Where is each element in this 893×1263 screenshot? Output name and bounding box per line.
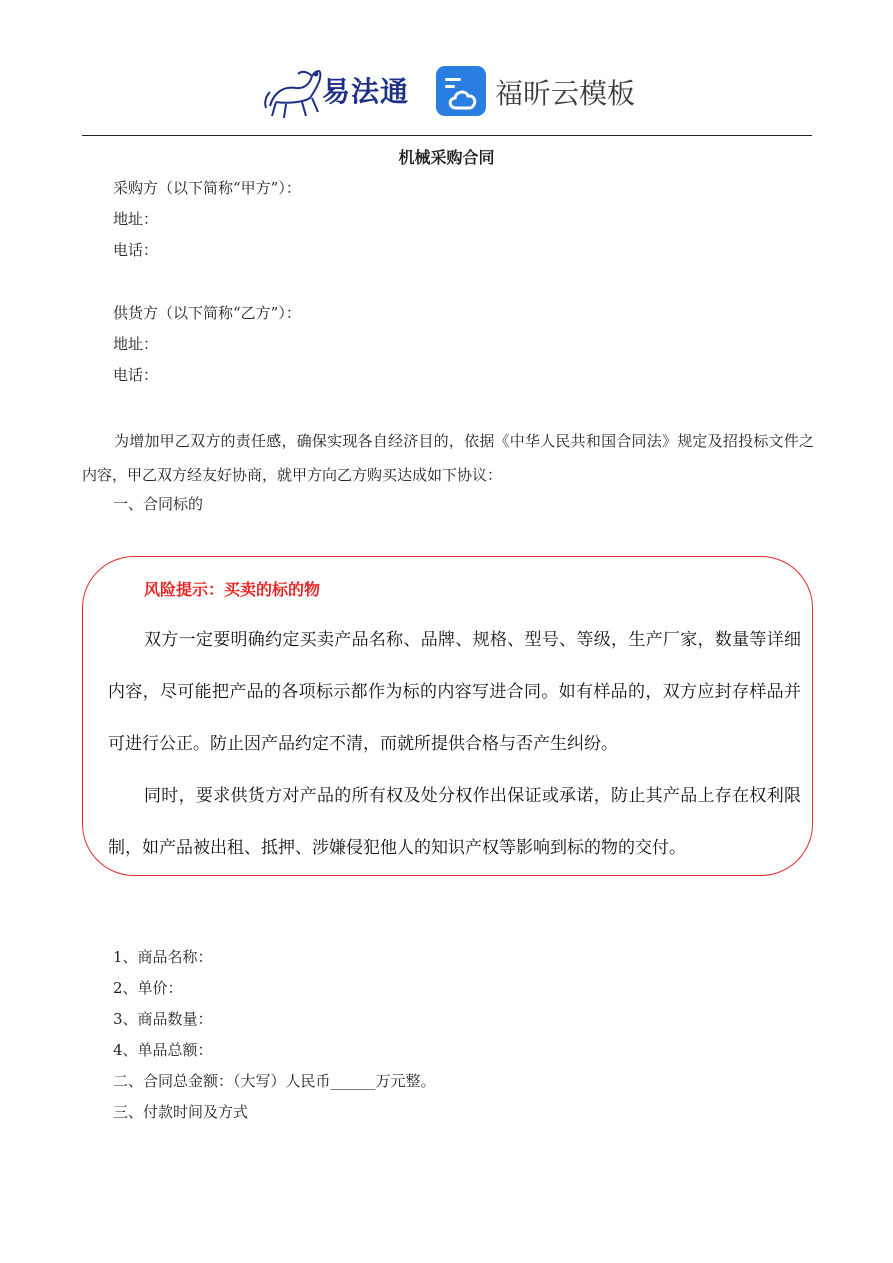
risk-tip-paragraph: 双方一定要明确约定买卖产品名称、品牌、规格、型号、等级，生产厂家，数量等详细内容，尽可能把产品的各项标示都作为标的内容写进合同。如有样品的，双方应封存样品并可进行公正。防止因产品约定不清，而就所提供合格与否产生纠纷。	[108, 630, 801, 754]
party-a-phone: 电话：	[113, 241, 159, 259]
item-subtotal: 4、单品总额：	[113, 1041, 213, 1059]
section-heading-subject: 一、合同标的	[113, 495, 204, 513]
intro-paragraph: 为增加甲乙双方的责任感，确保实现各自经济目的，依据《中华人民共和国合同法》规定及招投标文件之内容，甲乙双方经友好协商，就甲方向乙方购买达成如下协议：	[82, 432, 814, 484]
document-title: 机械采购合同	[398, 148, 495, 167]
party-b-phone: 电话：	[113, 366, 159, 384]
section-heading-total-amount: 二、合同总金额：（大写）人民币______万元整。	[113, 1072, 436, 1090]
section-heading-payment: 三、付款时间及方式	[113, 1103, 249, 1121]
logo-foxit-template: 福昕云模板	[495, 77, 636, 110]
party-a-label: 采购方（以下简称“甲方”）：	[113, 179, 301, 197]
risk-tip-paragraph: 同时，要求供货方对产品的所有权及处分权作出保证或承诺，防止其产品上存在权利限制，如产品被出租、抵押、涉嫌侵犯他人的知识产权等影响到标的物的交付。	[108, 786, 801, 858]
party-a-address: 地址：	[113, 210, 159, 228]
risk-tip-title: 风险提示：买卖的标的物	[144, 580, 321, 599]
item-quantity: 3、商品数量：	[113, 1010, 213, 1028]
item-unit-price: 2、单价：	[113, 979, 183, 997]
logo-yifatong: 易法通	[322, 75, 410, 108]
cloud-document-icon	[436, 66, 486, 116]
item-product-name: 1、商品名称：	[113, 948, 213, 966]
party-b-label: 供货方（以下简称“乙方”）：	[113, 304, 301, 322]
header-divider	[82, 135, 812, 136]
party-b-address: 地址：	[113, 335, 159, 353]
